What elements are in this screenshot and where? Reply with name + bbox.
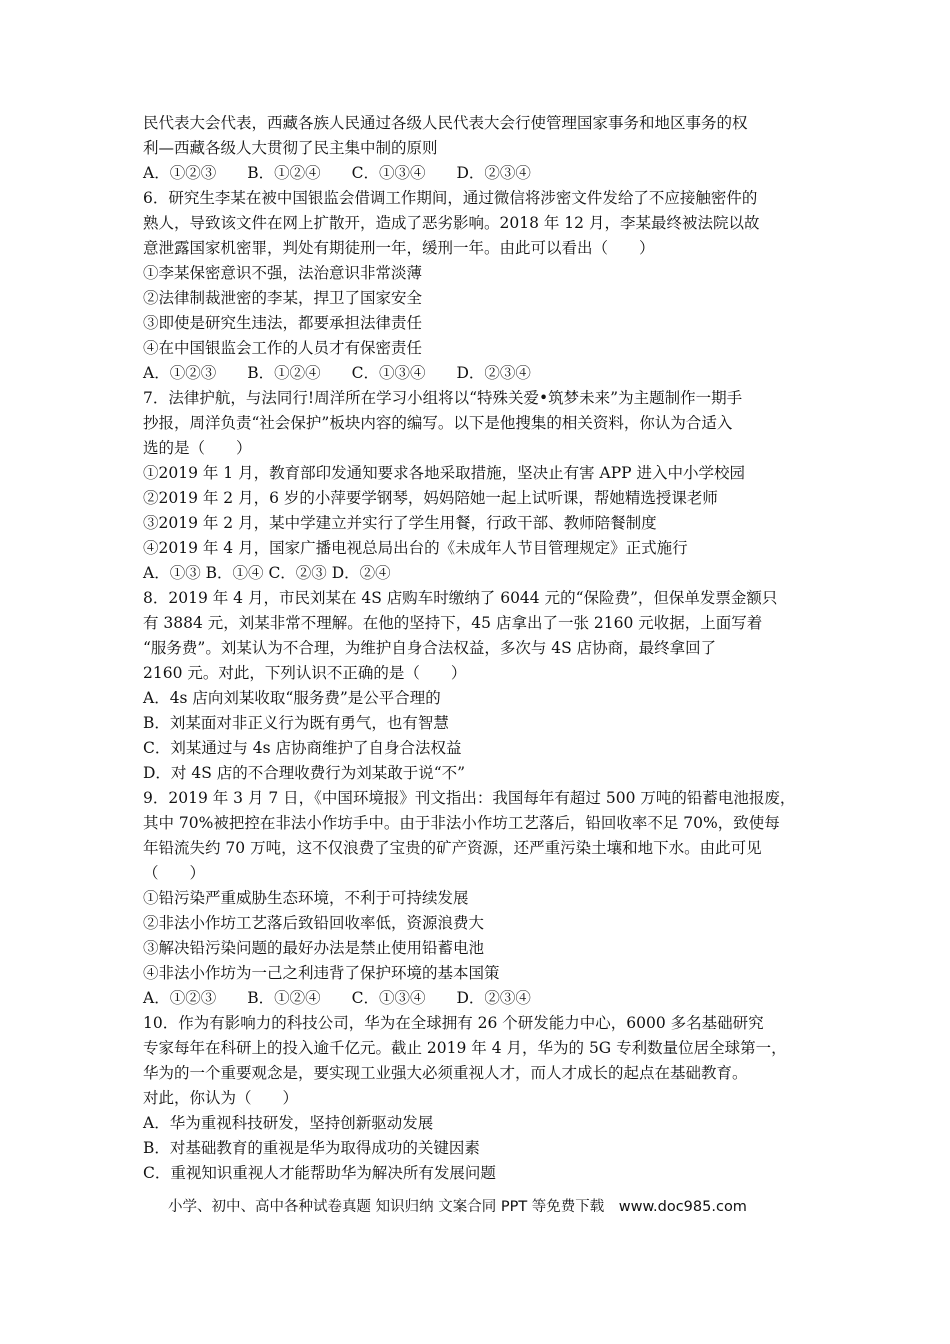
text-line: A．①③ B．①④ C．②③ D．②④ <box>143 564 391 582</box>
text-line: （ ） <box>143 864 206 882</box>
text-line: “服务费”。刘某认为不合理，为维护自身合法权益，多次与 4S 店协商，最终拿回了 <box>143 639 717 657</box>
text-line: 2160 元。对此，下列认识不正确的是（ ） <box>143 664 467 682</box>
text-line: ②法律制裁泄密的李某，捍卫了国家安全 <box>143 289 423 307</box>
text-line: C．重视知识重视人才能帮助华为解决所有发展问题 <box>143 1164 496 1182</box>
text-line: 专家每年在科研上的投入逾千亿元。截止 2019 年 4 月，华为的 5G 专利数量位居全球第一， <box>143 1039 787 1057</box>
text-line: 6．研究生李某在被中国银监会借调工作期间，通过微信将涉密文件发给了不应接触密件的 <box>143 189 758 207</box>
text-line: A．华为重视科技研发，坚持创新驱动发展 <box>143 1114 434 1132</box>
text-line: 年铅流失约 70 万吨，这不仅浪费了宝贵的矿产资源，还严重污染土壤和地下水。由此可见 <box>143 839 762 857</box>
text-line: 华为的一个重要观念是，要实现工业强大必须重视人才，而人才成长的起点在基础教育。 <box>143 1064 748 1082</box>
text-line: ③解决铅污染问题的最好办法是禁止使用铅蓄电池 <box>143 939 485 957</box>
text-line: A．①②③ B．①②④ C．①③④ D．②③④ <box>143 989 531 1007</box>
text-line: ④非法小作坊为一己之利违背了保护环境的基本国策 <box>143 964 500 982</box>
text-line: ③2019 年 2 月，某中学建立并实行了学生用餐，行政干部、教师陪餐制度 <box>143 514 657 532</box>
text-line: 8．2019 年 4 月，市民刘某在 4S 店购车时缴纳了 6044 元的“保险费”，但保单发票金额只 <box>143 589 778 607</box>
text-line: 民代表大会代表，西藏各族人民通过各级人民代表大会行使管理国家事务和地区事务的权 <box>143 114 748 132</box>
text-line: C．刘某通过与 4s 店协商维护了自身合法权益 <box>143 739 462 757</box>
text-line: 其中 70%被把控在非法小作坊手中。由于非法小作坊工艺落后，铅回收率不足 70%，致使每 <box>143 814 780 832</box>
text-line: 10．作为有影响力的科技公司，华为在全球拥有 26 个研发能力中心，6000 多名基础研究 <box>143 1014 764 1032</box>
text-line: D．对 4S 店的不合理收费行为刘某敢于说“不” <box>143 764 466 782</box>
text-line: A．①②③ B．①②④ C．①③④ D．②③④ <box>143 164 531 182</box>
text-line: B．刘某面对非正义行为既有勇气，也有智慧 <box>143 714 449 732</box>
text-line: 熟人，导致该文件在网上扩散开，造成了恶劣影响。2018 年 12 月，李某最终被法院以故 <box>143 214 760 232</box>
text-line: ②2019 年 2 月，6 岁的小萍要学钢琴，妈妈陪她一起上试听课，帮她精选授课老师 <box>143 489 718 507</box>
text-line: 选的是（ ） <box>143 439 252 457</box>
text-line: 9．2019 年 3 月 7 日，《中国环境报》刊文指出：我国每年有超过 500 万吨的铅蓄电池报废， <box>143 789 796 807</box>
text-line: ④2019 年 4 月，国家广播电视总局出台的《未成年人节目管理规定》正式施行 <box>143 539 688 557</box>
text-line: 利—西藏各级人大贯彻了民主集中制的原则 <box>143 139 438 157</box>
text-line: ①铅污染严重威胁生态环境，不利于可持续发展 <box>143 889 469 907</box>
text-line: ②非法小作坊工艺落后致铅回收率低，资源浪费大 <box>143 914 485 932</box>
text-line: A．①②③ B．①②④ C．①③④ D．②③④ <box>143 364 531 382</box>
text-line: A．4s 店向刘某收取“服务费”是公平合理的 <box>143 689 441 707</box>
text-line: ④在中国银监会工作的人员才有保密责任 <box>143 339 423 357</box>
text-line: 抄报，周洋负责“社会保护”板块内容的编写。以下是他搜集的相关资料，你认为合适入 <box>143 414 733 432</box>
text-line: 7．法律护航，与法同行!周洋所在学习小组将以“特殊关爱•筑梦未来”为主题制作一期手 <box>143 389 743 407</box>
text-line: 意泄露国家机密罪，判处有期徒刑一年，缓刑一年。由此可以看出（ ） <box>143 239 655 257</box>
text-line: 有 3884 元，刘某非常不理解。在他的坚持下，45 店拿出了一张 2160 元收据，上面写着 <box>143 614 763 632</box>
page-footer: 小学、初中、高中各种试卷真题 知识归纳 文案合同 PPT 等免费下载 www.doc985.com <box>168 1199 747 1215</box>
text-line: ③即使是研究生违法，都要承担法律责任 <box>143 314 423 332</box>
text-line: ①2019 年 1 月，教育部印发通知要求各地采取措施，坚决止有害 APP 进入中小学校园 <box>143 464 745 482</box>
document-body <box>143 111 823 1186</box>
text-line: B．对基础教育的重视是华为取得成功的关键因素 <box>143 1139 480 1157</box>
text-line: ①李某保密意识不强，法治意识非常淡薄 <box>143 264 423 282</box>
text-line: 对此，你认为（ ） <box>143 1089 299 1107</box>
